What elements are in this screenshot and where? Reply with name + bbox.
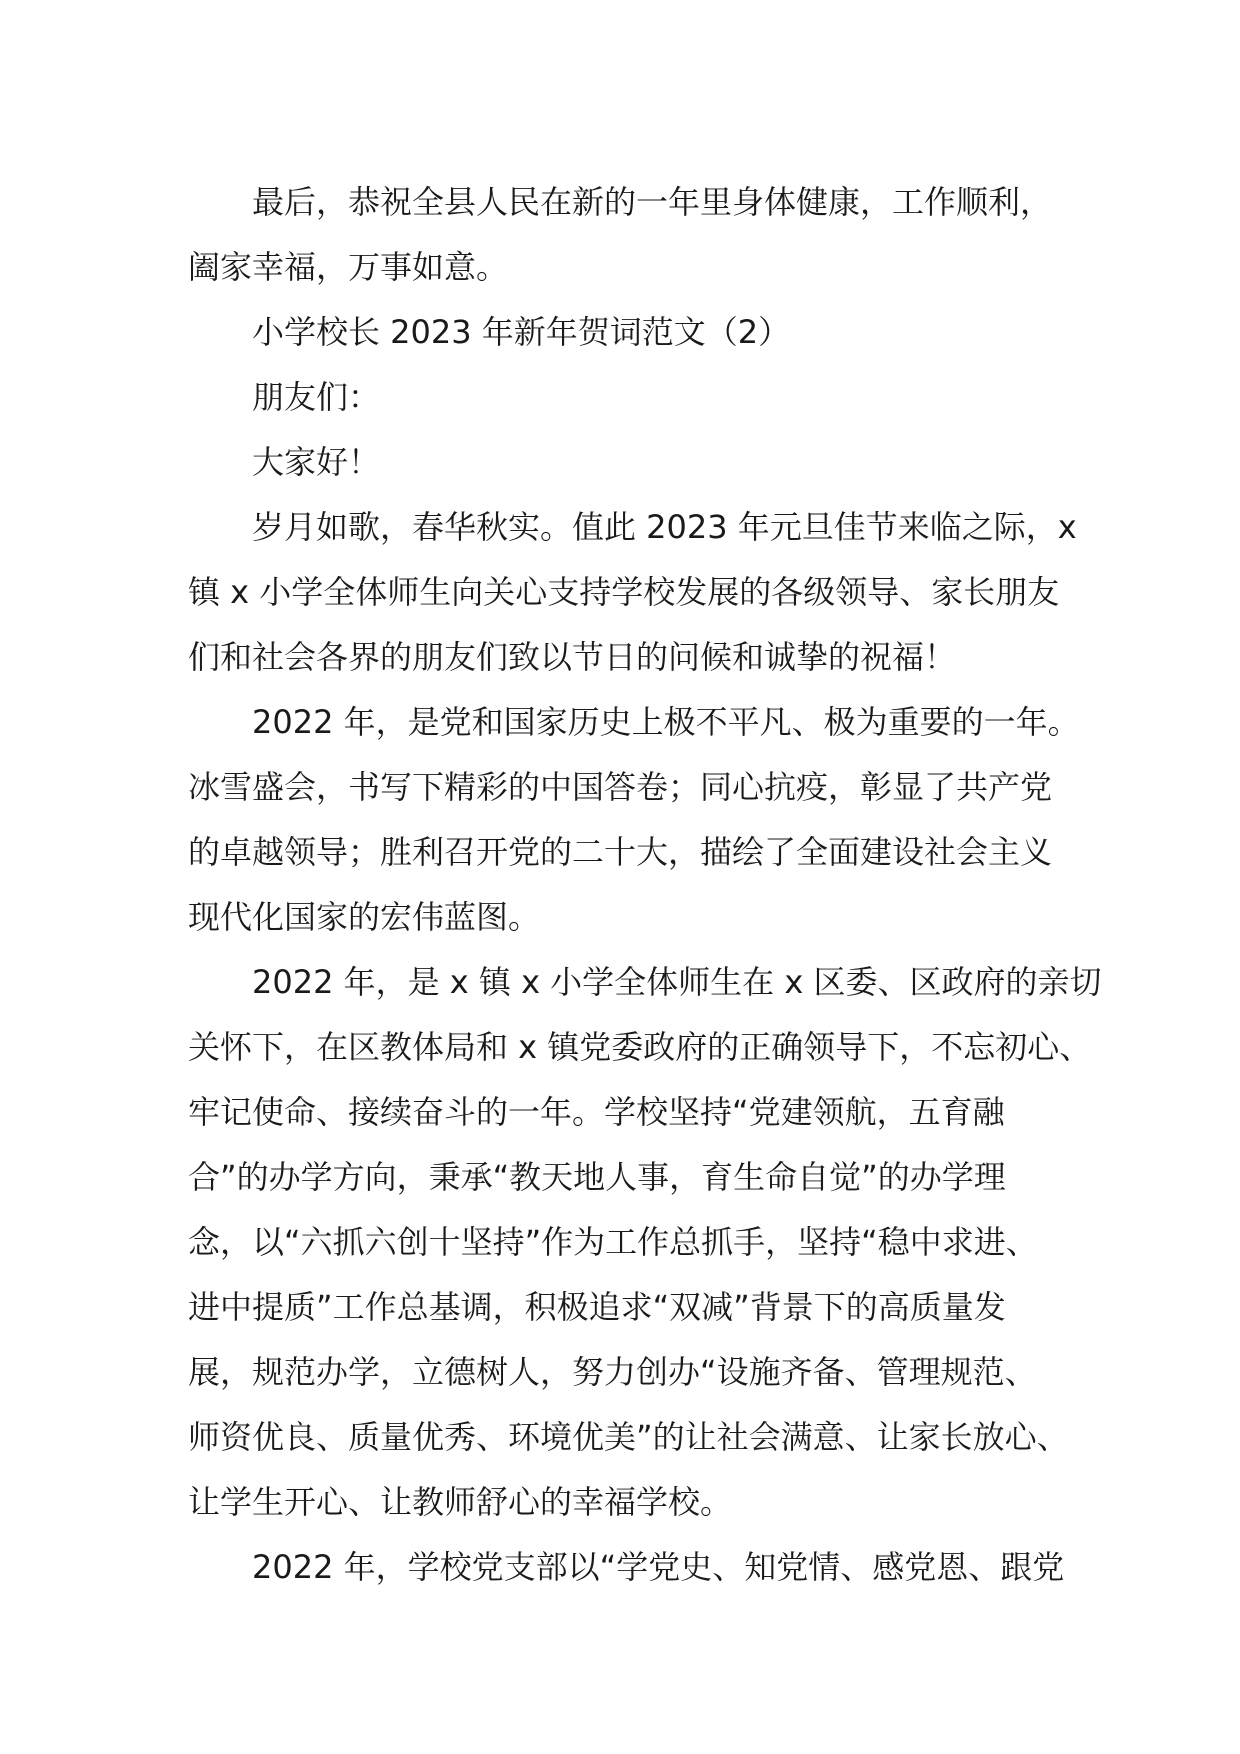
- paragraph: [188, 690, 1080, 950]
- text-line: 的卓越领导；胜利召开党的二十大，描绘了全面建设社会主义: [188, 833, 1053, 871]
- text-line: 合”的办学方向，秉承“教天地人事，育生命自觉”的办学理: [188, 1158, 1006, 1196]
- text-line: 朋友们：: [252, 378, 381, 416]
- text-line: 2022 年，是党和国家历史上极不平凡、极为重要的一年。: [252, 703, 1080, 741]
- text-line: 最后，恭祝全县人民在新的一年里身体健康，工作顺利，: [252, 183, 1053, 221]
- paragraph: [188, 495, 1077, 690]
- text-line: 大家好！: [252, 443, 381, 481]
- paragraph: [188, 950, 1102, 1535]
- text-line: 镇 x 小学全体师生向关心支持学校发展的各级领导、家长朋友: [188, 573, 1060, 611]
- text-line: 2022 年，学校党支部以“学党史、知党情、感党恩、跟党: [252, 1548, 1065, 1586]
- text-line: 念，以“六抓六创十坚持”作为工作总抓手，坚持“稳中求进、: [188, 1223, 1038, 1261]
- greeting: [188, 430, 1068, 495]
- document-body: [188, 170, 1102, 1600]
- text-line: 小学校长 2023 年新年贺词范文（2）: [252, 313, 791, 351]
- text-line: 展，规范办学，立德树人，努力创办“设施齐备、管理规范、: [188, 1353, 1037, 1391]
- text-line: 们和社会各界的朋友们致以节日的问候和诚挚的祝福！: [188, 638, 957, 676]
- salutation: [188, 365, 1068, 430]
- text-line: 冰雪盛会，书写下精彩的中国答卷；同心抗疫，彰显了共产党: [188, 768, 1053, 806]
- text-line: 让学生开心、让教师舒心的幸福学校。: [188, 1483, 733, 1521]
- text-line: 进中提质”工作总基调，积极追求“双减”背景下的高质量发: [188, 1288, 1006, 1326]
- text-line: 现代化国家的宏伟蓝图。: [188, 898, 541, 936]
- paragraph: [188, 170, 1068, 300]
- paragraph: [188, 1535, 1068, 1600]
- text-line: 师资优良、质量优秀、环境优美”的让社会满意、让家长放心、: [188, 1418, 1069, 1456]
- section-heading: [188, 300, 1068, 365]
- text-line: 关怀下，在区教体局和 x 镇党委政府的正确领导下，不忘初心、: [188, 1028, 1092, 1066]
- text-line: 2022 年，是 x 镇 x 小学全体师生在 x 区委、区政府的亲切: [252, 963, 1102, 1001]
- text-line: 牢记使命、接续奋斗的一年。学校坚持“党建领航，五育融: [188, 1093, 1005, 1131]
- text-line: 岁月如歌，春华秋实。值此 2023 年元旦佳节来临之际，x: [252, 508, 1077, 546]
- text-line: 阖家幸福，万事如意。: [188, 248, 509, 286]
